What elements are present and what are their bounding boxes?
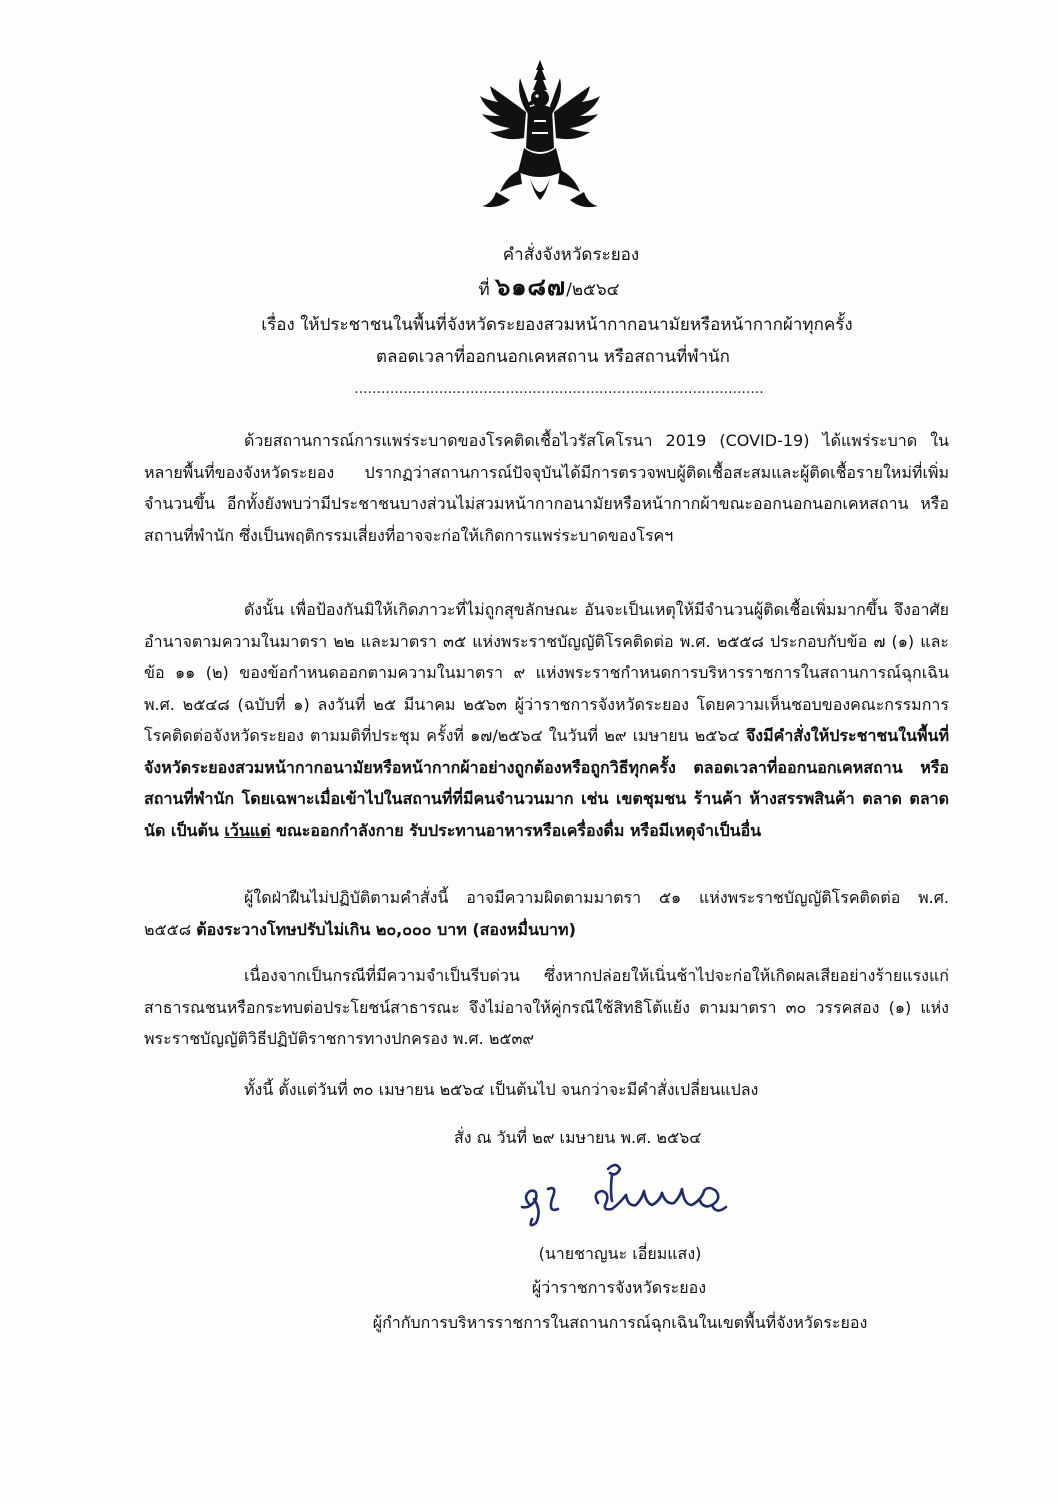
- paragraph-order-exception-label: เว้นแต่: [224, 820, 271, 840]
- paragraph-situation: ด้วยสถานการณ์การแพร่ระบาดของโรคติดเชื้อไวรัสโคโรนา 2019 (COVID-19) ได้แพร่ระบาด ในหลายพื้นที่ของจังหวัดระยอง ปรากฏว่าสถานการณ์ปัจจุบันได้มีการตรวจพบผู้ติดเชื้อสะสมและผู้ติดเชื้อรายใหม่ที่เพิ่มจำนวนขึ้น อีกทั้งยังพบว่ามีประชาชนบางส่วนไม่สวมหน้ากากอนามัยหรือหน้ากากผ้าขณะออกนอกนอกเคหสถาน หรือสถานที่พำนัก ซึ่งเป็นพฤติกรรมเสี่ยงที่อาจจะก่อให้เกิดการแพร่ระบาดของโรคฯ: [144, 431, 949, 545]
- paragraph-penalty-basis: ผู้ใดฝ่าฝืนไม่ปฏิบัติตามคำสั่งนี้ อาจมีความผิดตามมาตรา ๕๑ แห่งพระราชบัญญัติโรคติดต่อ พ.ศ. ๒๕๕๘: [144, 888, 949, 939]
- paragraph-order-directive: จึงมีคำสั่งให้ประชาชนในพื้นที่จังหวัดระยองสวมหน้ากากอนามัยหรือหน้ากากผ้าอย่างถูกต้องหรือถูกวิธีทุกครั้ง ตลอดเวลาที่ออกนอกเคหสถาน หรือสถานที่พำนัก โดยเฉพาะเมื่อเข้าไปในสถานที่ที่มีคนจำนวนมาก เช่น เขตชุมชน ร้านค้า ห้างสรรพสินค้า ตลาด ตลาดนัด เป็นต้น: [144, 726, 949, 840]
- paragraph-effective-date: ทั้งนี้ ตั้งแต่วันที่ ๓๐ เมษายน ๒๕๖๔ เป็นต้นไป จนกว่าจะมีคำสั่งเปลี่ยนแปลง: [244, 1080, 759, 1099]
- paragraph-penalty-fine: ต้องระวางโทษปรับไม่เกิน ๒๐,๐๐๐ บาท (สองหมื่นบาท): [196, 919, 576, 939]
- signer-position-emergency: ผู้กำกับการบริหารราชการในสถานการณ์ฉุกเฉินในเขตพื้นที่จังหวัดระยอง: [372, 1313, 868, 1332]
- order-number-prefix: ที่: [478, 280, 490, 300]
- paragraph-order-legal-basis: ดังนั้น เพื่อป้องกันมิให้เกิดภาวะที่ไม่ถูกสุขลักษณะ อันจะเป็นเหตุให้มีจำนวนผู้ติดเชื้อเพิ่มมากขึ้น จึงอาศัยอำนาจตามความในมาตรา ๒๒ และมาตรา ๓๕ แห่งพระราชบัญญัติโรคติดต่อ พ.ศ. ๒๕๕๘ ประกอบกับข้อ ๗ (๑) และข้อ ๑๑ (๒) ของข้อกำหนดออกตามความในมาตรา ๙ แห่งพระราชกำหนดการบริหารราชการในสถานการณ์ฉุกเฉิน พ.ศ. ๒๕๔๘ (ฉบับที่ ๑) ลงวันที่ ๒๕ มีนาคม ๒๕๖๓ ผู้ว่าราชการจังหวัดระยอง โดยความเห็นชอบของคณะกรรมการโรคติดต่อจังหวัดระยอง ตามมติที่ประชุม ครั้งที่ ๑๗/๒๕๖๔ ในวันที่ ๒๙ เมษายน ๒๕๖๔: [144, 600, 949, 745]
- signer-position-governor: ผู้ว่าราชการจังหวัดระยอง: [531, 1278, 707, 1297]
- order-number-handwritten: ๖๑๘๗: [495, 272, 567, 301]
- order-title: คำสั่งจังหวัดระยอง: [502, 245, 640, 265]
- paragraph-penalty: [144, 882, 949, 945]
- paragraph-order: [144, 594, 949, 846]
- dotted-divider: ............................................................................................: [354, 381, 764, 397]
- signature-image: [512, 1155, 742, 1235]
- garuda-emblem-icon: [476, 56, 604, 216]
- order-date: สั่ง ณ วันที่ ๒๙ เมษายน พ.ศ. ๒๕๖๔: [454, 1128, 702, 1147]
- paragraph-order-exceptions: ขณะออกกำลังกาย รับประทานอาหารหรือเครื่องดื่ม หรือมีเหตุจำเป็นอื่น: [270, 820, 762, 840]
- paragraph-urgency: เนื่องจากเป็นกรณีที่มีความจำเป็นรีบด่วน ซึ่งหากปล่อยให้เนิ่นช้าไปจะก่อให้เกิดผลเสียอย่างร้ายแรงแก่สาธารณชนหรือกระทบต่อประโยชน์สาธารณะ จึงไม่อาจให้คู่กรณีใช้สิทธิโต้แย้ง ตามมาตรา ๓๐ วรรคสอง (๑) แห่งพระราชบัญญัติวิธีปฏิบัติราชการทางปกครอง พ.ศ. ๒๕๓๙: [144, 966, 949, 1048]
- order-number: [20, 272, 1058, 301]
- order-subject-line1: เรื่อง ให้ประชาชนในพื้นที่จังหวัดระยองสวมหน้ากากอนามัยหรือหน้ากากผ้าทุกครั้ง: [261, 315, 853, 335]
- order-number-year: /๒๕๖๔: [566, 280, 620, 300]
- order-subject-line2: ตลอดเวลาที่ออกนอกเคหสถาน หรือสถานที่พำนัก: [376, 347, 730, 367]
- signer-name: (นายชาญนะ เอี่ยมแสง): [538, 1244, 702, 1263]
